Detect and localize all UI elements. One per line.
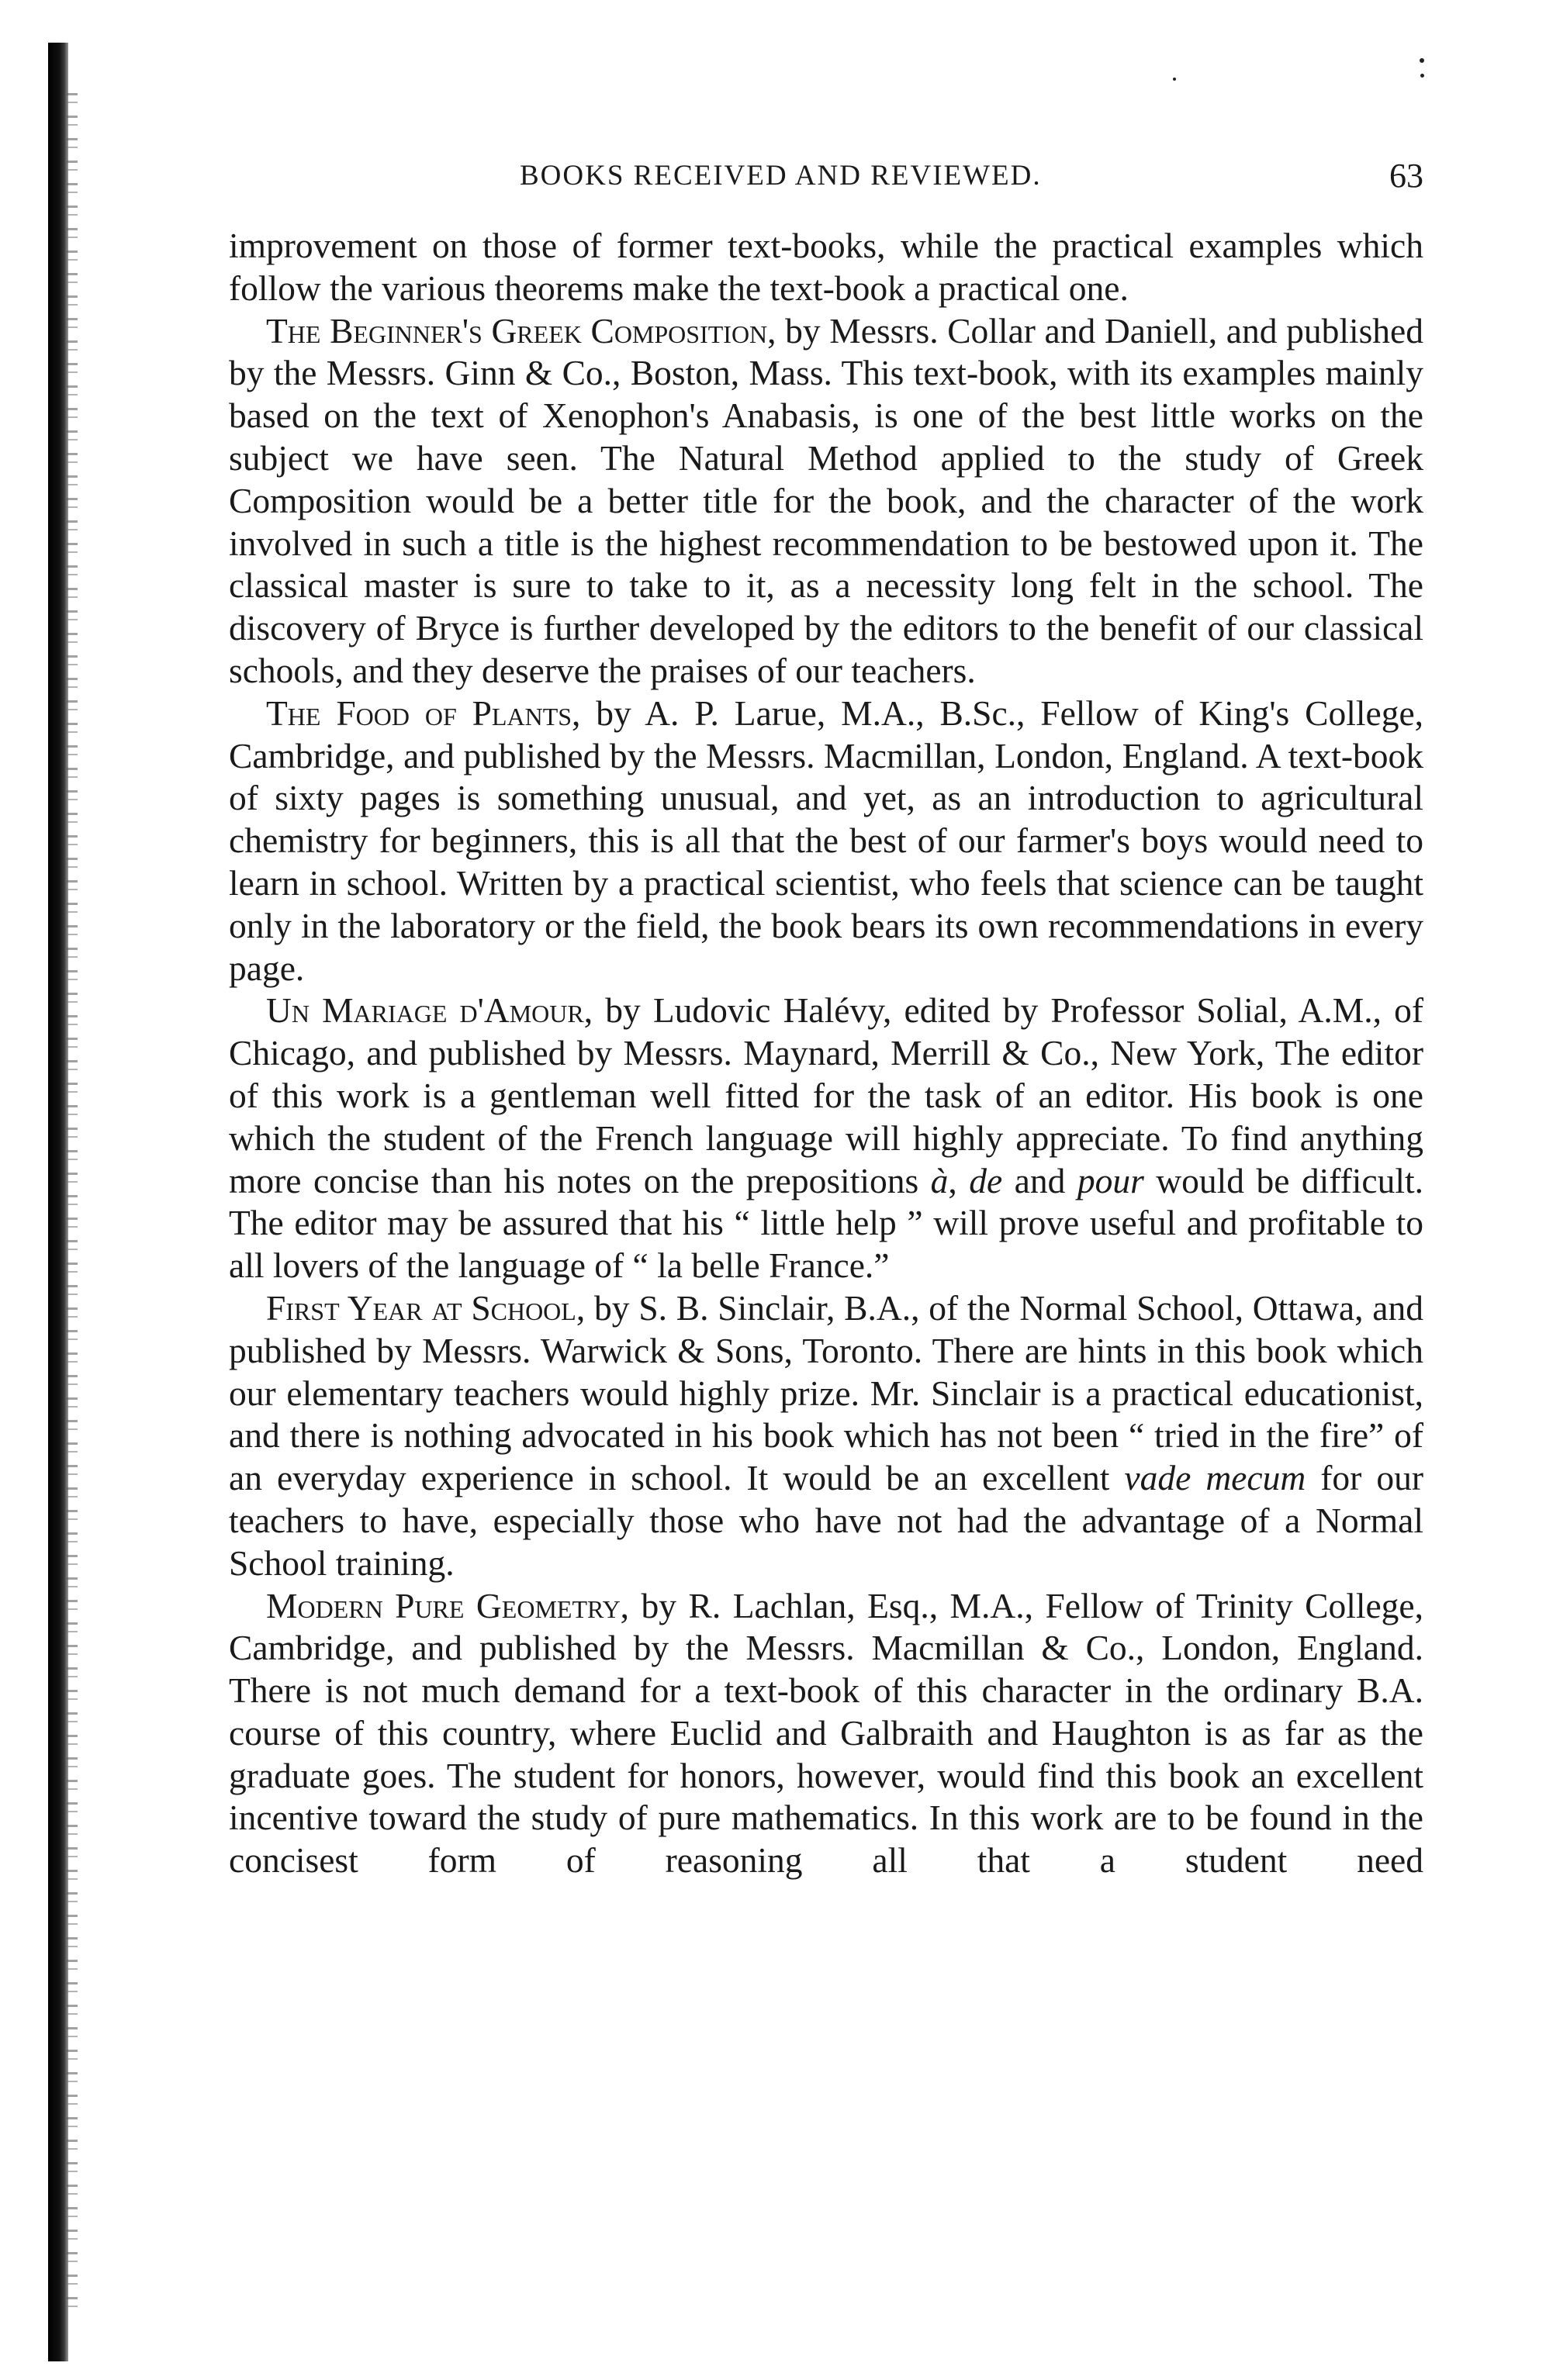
italic-word: à <box>930 1160 949 1200</box>
book-title: The Beginner's Greek Composition, <box>266 310 776 351</box>
italic-word: de <box>969 1160 1003 1200</box>
paragraph-body: by Ludovic Halévy, edited by Professor Solial, A.M., of Chicago, and published by Messrs. Maynard, Merrill & Co., New York, The editor of this work is a gentleman well fitted for the task of an editor. His book is one which the student of the French language will highly appreciate. To find anything more concise than his notes on the prepositions <box>229 990 1423 1200</box>
margin-speck <box>1173 78 1176 81</box>
paragraph-body: by S. B. Sinclair, B.A., of the Normal School, Ottawa, and published by Messrs. Warwick & Sons, Toronto. There are hints in this book which our elementary teachers would highly prize. Mr. Sinclair is a practical educationist, and there is nothing advocated in his book which has not been “ tried in the fire” of an everyday experience in school. It would be an excellent <box>229 1287 1423 1498</box>
review-text <box>229 225 1423 1882</box>
page-binding-texture <box>67 93 78 2311</box>
continuation-paragraph <box>229 225 1423 310</box>
review-paragraph <box>229 990 1423 1287</box>
paragraph-body: by R. Lachlan, Esq., M.A., Fellow of Trinity College, Cambridge, and published by the Messrs. Macmillan & Co., London, England. There is not much demand for a text-book of this character in the ordinary B.A. course of this country, where Euclid and Galbraith and Haughton is as far as the graduate goes. The student for honors, however, would find this book an excellent incentive toward the study of pure mathematics. In this work are to be found in the concisest form of reasoning all that a student need <box>229 1585 1424 1881</box>
page-number: 63 <box>1389 157 1423 195</box>
paragraph-text: , <box>948 1160 970 1200</box>
book-title: First Year at School, <box>266 1287 586 1328</box>
review-paragraph <box>229 693 1423 990</box>
review-paragraph <box>229 310 1423 693</box>
review-paragraph <box>229 1585 1423 1883</box>
italic-phrase: vade mecum <box>1124 1458 1306 1498</box>
review-paragraph <box>229 1287 1423 1585</box>
paragraph-body: improvement on those of former text-books, while the practical examples which follow the various theorems make the text-book a practical one. <box>229 226 1423 308</box>
page-header <box>229 159 1423 198</box>
book-title: The Food of Plants, <box>266 693 581 733</box>
book-title: Un Mariage d'Amour, <box>266 990 593 1031</box>
page-binding-edge <box>48 43 68 2361</box>
margin-speck <box>1420 58 1424 63</box>
paragraph-body: by Messrs. Collar and Daniell, and published by the Messrs. Ginn & Co., Boston, Mass. This text-book, with its examples mainly based on the text of Xenophon's Anabasis, is one of the best little works on the subject we have seen. The Natural Method applied to the study of Greek Composition would be a better title for the book, and the character of the work involved in such a title is the highest recommendation to be bestowed upon it. The classical master is sure to take to it, as a necessity long felt in the school. The discovery of Bryce is further developed by the editors to the benefit of our classical schools, and they deserve the praises of our teachers. <box>229 310 1424 690</box>
paragraph-body: would be difficult. The editor may be assured that his “ little help ” will prove useful and profitable to all lovers of the language of “ la belle France.” <box>229 1160 1424 1286</box>
paragraph-body: for our teachers to have, especially those who have not had the advantage of a Normal School training. <box>229 1458 1423 1583</box>
italic-word: pour <box>1077 1160 1144 1200</box>
running-title: BOOKS RECEIVED AND REVIEWED. <box>520 160 1042 192</box>
book-title: Modern Pure Geometry, <box>266 1585 630 1625</box>
margin-speck <box>1420 74 1424 78</box>
paragraph-text: and <box>1002 1160 1077 1200</box>
paragraph-body: by A. P. Larue, M.A., B.Sc., Fellow of King's College, Cambridge, and published by the Messrs. Macmillan, London, England. A text-book of sixty pages is something unusual, and yet, as an introduction to agricultural chemistry for beginners, this is all that the best of our farmer's boys would need to learn in school. Written by a practical scientist, who feels that science can be taught only in the laboratory or the field, the book bears its own recommendations in every page. <box>229 693 1424 988</box>
